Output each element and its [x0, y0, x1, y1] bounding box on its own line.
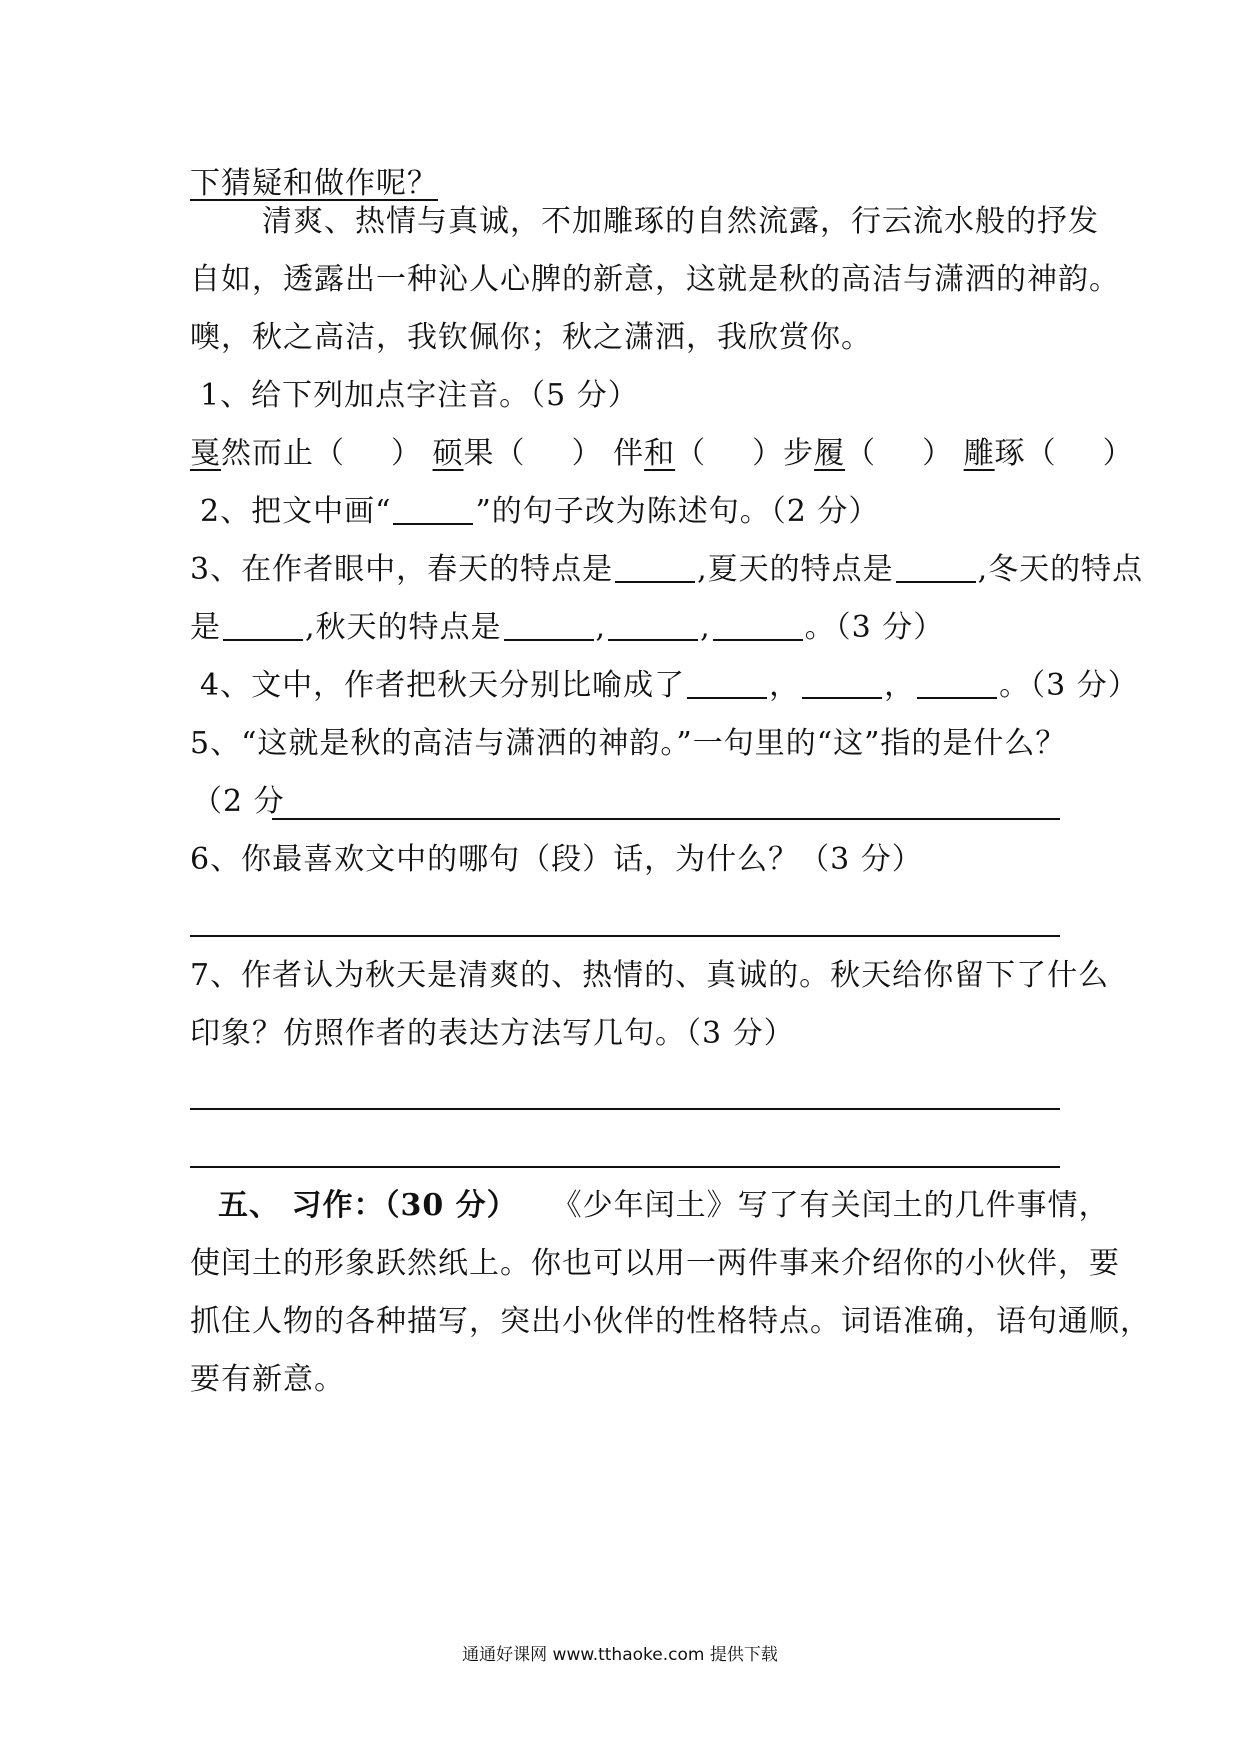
composition-line-1: 五、 习作：（30 分） 《少年闰土》写了有关闰土的几件事情，	[218, 1188, 1110, 1223]
composition-line-2: 使闰土的形象跃然纸上。你也可以用一两件事来介绍你的小伙伴，要	[190, 1246, 1120, 1281]
passage-line-2: 自如，透露出一种沁人心脾的新意，这就是秋的高洁与潇洒的神韵。	[190, 262, 1120, 297]
answer-line[interactable]	[190, 1166, 1060, 1168]
answer-blank[interactable]	[896, 553, 976, 583]
question-2: 2、把文中画“ ”的句子改为陈述句。（2 分）	[200, 494, 880, 529]
answer-blank[interactable]	[917, 669, 997, 699]
answer-blank[interactable]	[615, 553, 695, 583]
composition-line-4: 要有新意。	[190, 1362, 345, 1397]
answer-blank[interactable]	[687, 669, 767, 699]
answer-line[interactable]	[190, 1108, 1060, 1110]
answer-blank[interactable]	[504, 611, 594, 641]
question-6: 6、你最喜欢文中的哪句（段）话，为什么？（3 分）	[190, 842, 923, 877]
answer-blank[interactable]	[223, 611, 303, 641]
answer-line[interactable]	[272, 818, 1060, 820]
answer-line[interactable]	[190, 935, 1060, 937]
composition-line-3: 抓住人物的各种描写，突出小伙伴的性格特点。词语准确，语句通顺，	[190, 1304, 1151, 1339]
question-3-line-1: 3、在作者眼中，春天的特点是 ,夏天的特点是 ,冬天的特点	[190, 552, 1144, 587]
answer-blank[interactable]	[608, 611, 698, 641]
composition-heading: 五、 习作：（30 分）	[218, 1188, 518, 1223]
answer-blank[interactable]	[802, 669, 882, 699]
footer-credit: 通通好课网 www.tthaoke.com 提供下载	[462, 1645, 778, 1665]
question-5: 5、“这就是秋的高洁与潇洒的神韵。”一句里的“这”指的是什么？	[190, 726, 1067, 761]
question-3-line-2: 是 ,秋天的特点是 , , 。（3 分）	[190, 610, 945, 645]
question-5-score: （2 分	[192, 784, 285, 819]
question-7-line-2: 印象？仿照作者的表达方法写几句。（3 分）	[190, 1016, 795, 1051]
word-3: 伴和	[613, 436, 676, 471]
question-4: 4、文中，作者把秋天分别比喻成了 ， ， 。（3 分）	[200, 668, 1139, 703]
underlined-sentence: 下猜疑和做作呢？	[190, 166, 438, 201]
word-2: 硕果	[432, 436, 495, 471]
word-5: 雕琢	[963, 436, 1026, 471]
passage-line-1: 清爽、热情与真诚，不加雕琢的自然流露，行云流水般的抒发	[262, 204, 1099, 239]
word-1: 戛然而止	[190, 436, 314, 471]
question-7-line-1: 7、作者认为秋天是清爽的、热情的、真诚的。秋天给你留下了什么	[190, 958, 1110, 993]
answer-blank[interactable]	[393, 495, 473, 525]
word-4: 步履	[783, 436, 846, 471]
passage-line-3: 噢，秋之高洁，我钦佩你；秋之潇洒，我欣赏你。	[190, 320, 872, 355]
question-1: 1、给下列加点字注音。（5 分）	[200, 378, 639, 413]
answer-blank[interactable]	[713, 611, 803, 641]
question-1-words: 戛然而止（ ） 硕果（ ） 伴和（ ）步履（ ） 雕琢（ ）	[190, 436, 1134, 471]
